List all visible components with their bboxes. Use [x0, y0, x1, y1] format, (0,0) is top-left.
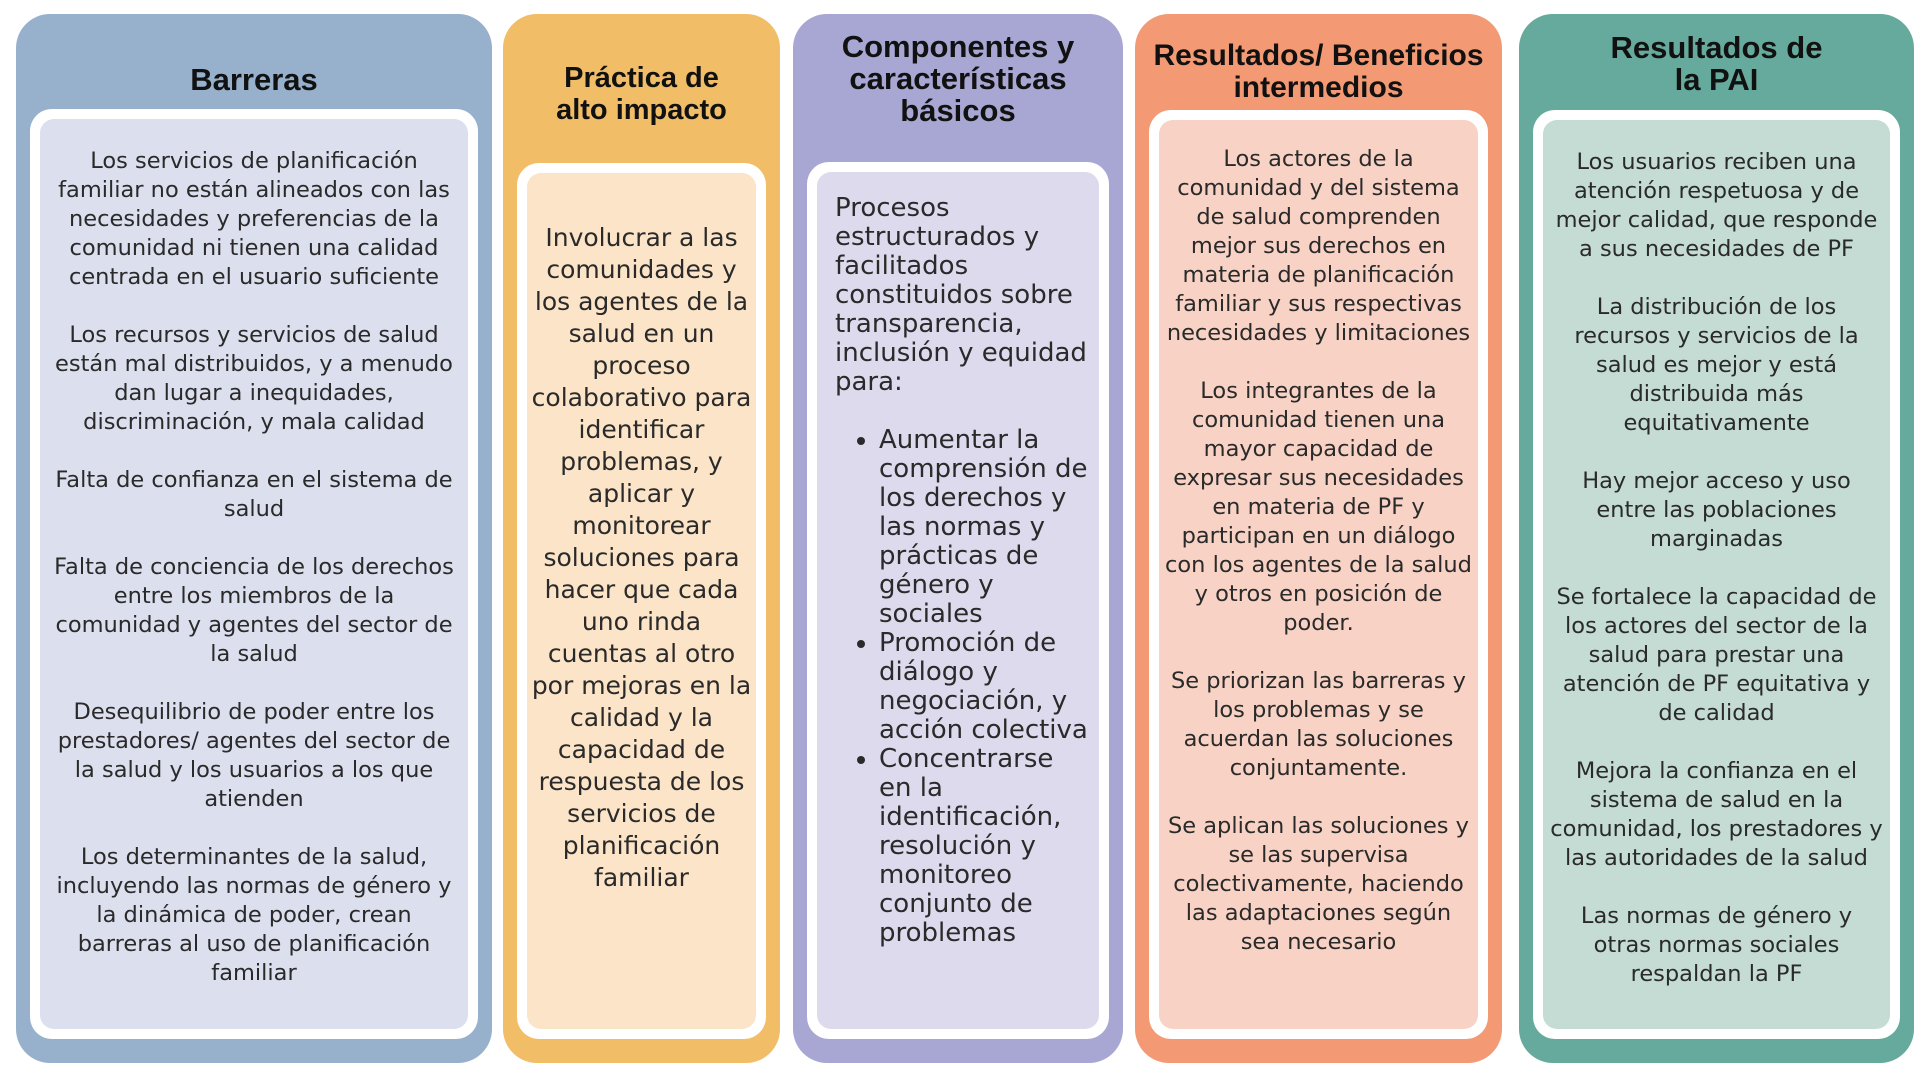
title-line: Componentes y — [841, 29, 1075, 64]
bullet-list — [835, 426, 1091, 948]
column-title — [1519, 32, 1914, 96]
content-panel — [1159, 120, 1478, 1029]
content-panel — [1543, 120, 1890, 1029]
column-componentes — [793, 14, 1123, 1063]
content-frame — [1533, 110, 1900, 1039]
content-frame — [517, 163, 766, 1039]
bullet-item: • Promoción de diálogo y negociación, y acción colectiva — [879, 629, 1091, 745]
column-resultados — [1519, 14, 1914, 1063]
list-item: Los actores de la comunidad y del sistema de salud comprenden mejor sus derechos en materia de planificación familiar y sus respectivas necesidades y limitaciones — [1166, 146, 1471, 346]
list-item: Los usuarios reciben una atención respetuosa y de mejor calidad, que responde a sus necesidades de PF — [1555, 149, 1878, 262]
title-line: alto impacto — [556, 94, 727, 126]
column-title — [793, 31, 1123, 127]
title-line: la PAI — [1674, 62, 1759, 97]
content-panel — [40, 119, 468, 1029]
list-item: Se priorizan las barreras y los problemas y se acuerdan las soluciones conjuntamente. — [1170, 668, 1466, 781]
list-item: Desequilibrio de poder entre los prestadores/ agentes del sector de la salud y los usuarios a los que atienden — [57, 699, 451, 812]
column-title — [503, 62, 780, 126]
title-line: básicos — [900, 93, 1016, 128]
content-frame — [807, 162, 1109, 1039]
bullet-item: • Concentrarse en la identificación, resolución y monitoreo conjunto de problemas — [879, 745, 1091, 948]
column-title — [1135, 40, 1502, 104]
column-practica — [503, 14, 780, 1063]
title-line: Barreras — [190, 62, 318, 97]
list-item: Los servicios de planificación familiar no están alineados con las necesidades y preferencias de la comunidad ni tienen una calidad centrada en el usuario suficiente — [58, 148, 450, 290]
column-intermedios — [1135, 14, 1502, 1063]
content-panel — [817, 172, 1099, 1029]
list-item: Las normas de género y otras normas sociales respaldan la PF — [1580, 903, 1853, 987]
list-item: Se fortalece la capacidad de los actores del sector de la salud para prestar una atención de PF equitativa y de calidad — [1556, 584, 1877, 726]
content-frame — [30, 109, 478, 1039]
list-item: La distribución de los recursos y servicios de la salud es mejor y está distribuida más equitativamente — [1574, 294, 1859, 436]
content-panel — [527, 173, 756, 1029]
content-frame — [1149, 110, 1488, 1039]
list-item: Los recursos y servicios de salud están mal distribuidos, y a menudo dan lugar a inequidades, discriminación, y mala calidad — [55, 322, 453, 435]
list-item: Los integrantes de la comunidad tienen una mayor capacidad de expresar sus necesidades en materia de PF y participan en un diálogo con los agentes de la salud y otros en posición de poder. — [1165, 378, 1472, 636]
column-title — [16, 64, 492, 96]
list-item: Los determinantes de la salud, incluyendo las normas de género y la dinámica de poder, crean barreras al uso de planificación familiar — [56, 844, 452, 986]
intro-text: Procesos estructurados y facilitados constituidos sobre transparencia, inclusión y equidad para: — [835, 193, 1087, 397]
list-item: Se aplican las soluciones y se las supervisa colectivamente, haciendo las adaptaciones según sea necesario — [1167, 813, 1469, 955]
column-barreras — [16, 14, 492, 1063]
list-item: Hay mejor acceso y uso entre las poblaciones marginadas — [1582, 468, 1851, 552]
title-line: Resultados/ Beneficios — [1153, 39, 1484, 72]
practice-text: Involucrar a las comunidades y los agentes de la salud en un proceso colaborativo para identificar problemas, y aplicar y monitorear soluciones para hacer que cada uno rinda cuentas al otro por mejoras en la calidad y la capacidad de respuesta de los servicios de planificación familiar — [531, 223, 752, 892]
list-item: Mejora la confianza en el sistema de salud en la comunidad, los prestadores y las autoridades de la salud — [1550, 758, 1883, 871]
list-item: Falta de confianza en el sistema de salud — [55, 467, 453, 522]
title-line: características — [849, 61, 1067, 96]
title-line: Práctica de — [564, 62, 719, 94]
list-item: Falta de conciencia de los derechos entre los miembros de la comunidad y agentes del sector de la salud — [54, 554, 454, 667]
title-line: intermedios — [1233, 71, 1404, 104]
bullet-item: • Aumentar la comprensión de los derechos y las normas y prácticas de género y sociales — [879, 426, 1091, 629]
title-line: Resultados de — [1610, 30, 1823, 65]
